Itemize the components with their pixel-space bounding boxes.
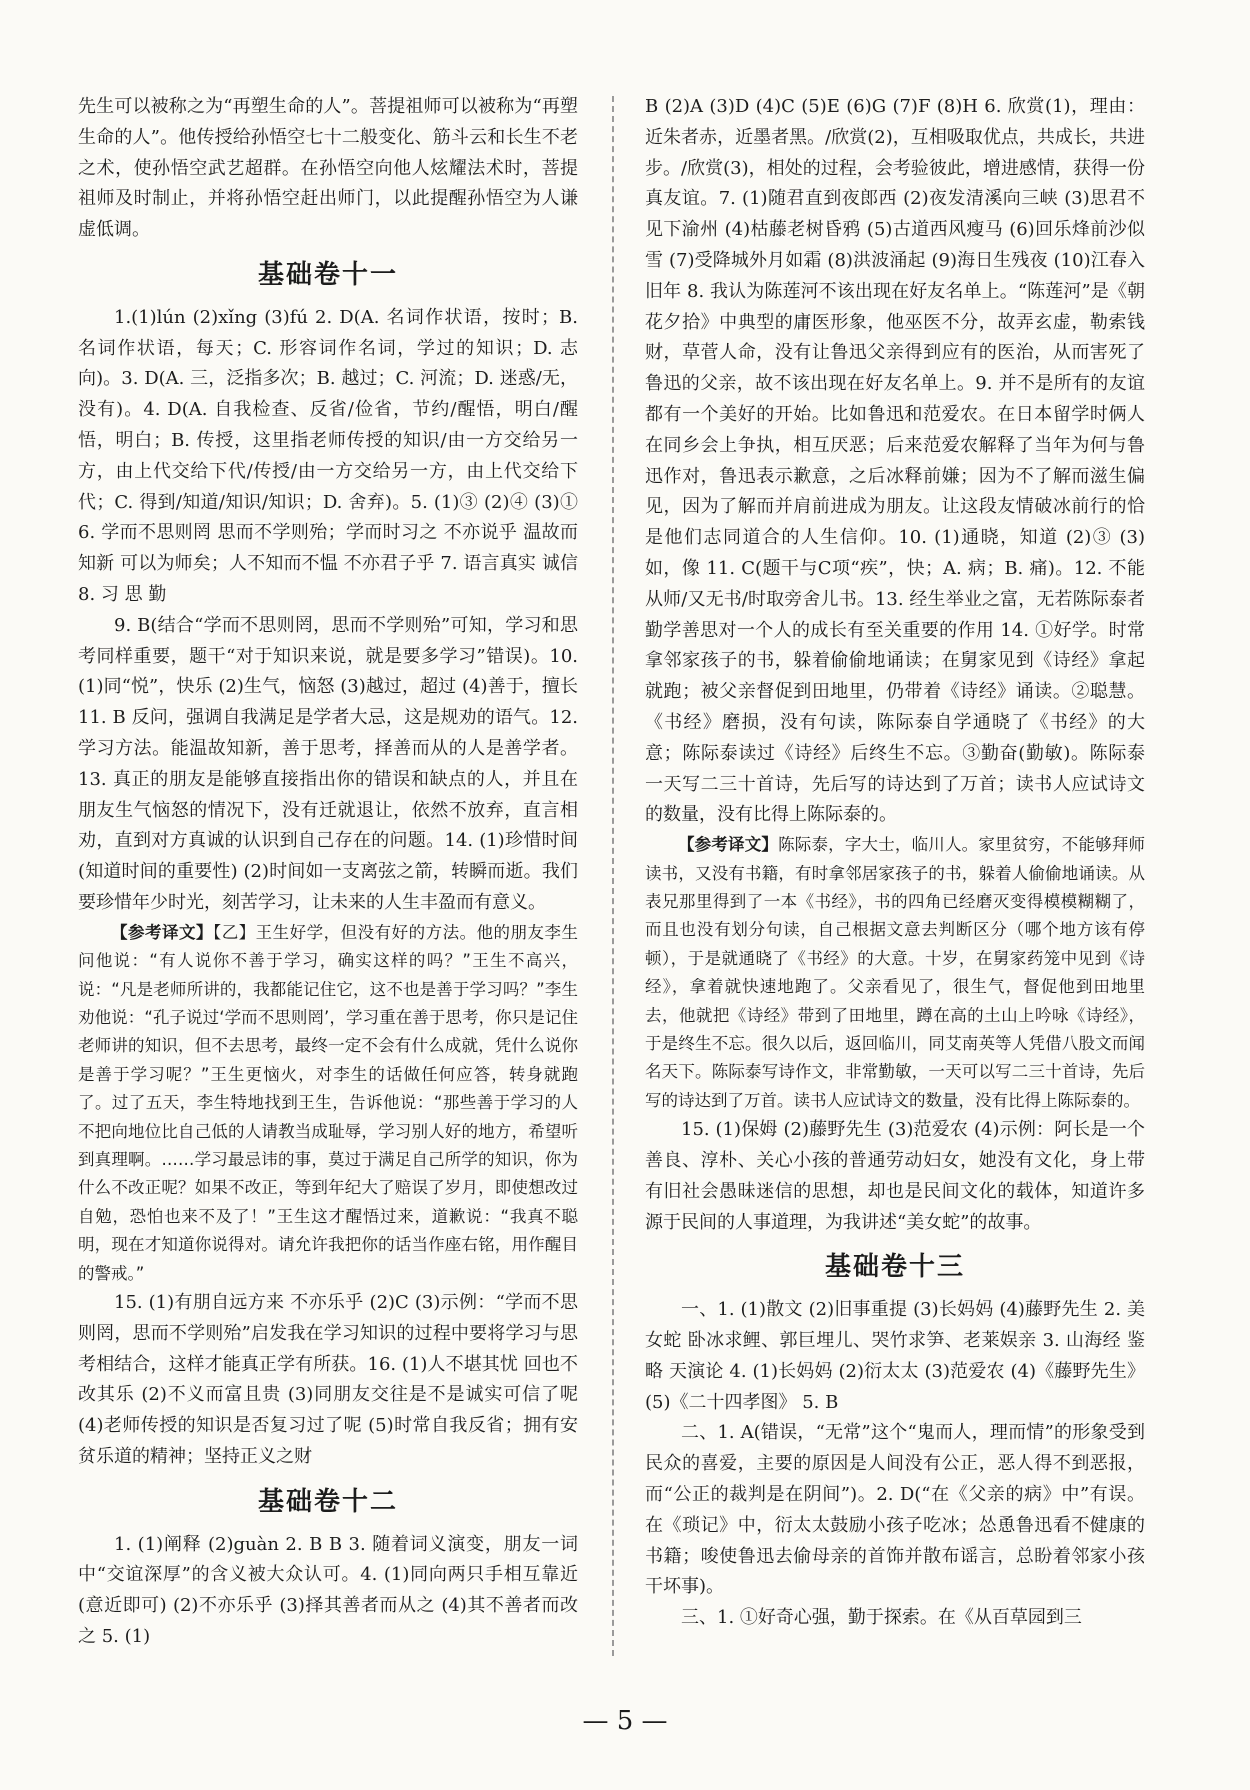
answer-paragraph: 1.(1)lún (2)xǐng (3)fú 2. D(A. 名词作状语，按时；B. 名词作状语，每天；C. 形容词作名词，学过的知识；D. 志向)。3. D(A. 三，泛指多次；B. 越过；C. 河流；D. 迷惑/无，没有)。4. D(A. 自我检查、反省/俭省，节约/醒悟，明白/醒悟，明白；B. 传授，这里指老师传授的知识/由一方交给另一方，由上代交给下代/传授/由一方交给另一方，由上代交给下代；C. 得到/知道/知识/知识；D. 舍弃)。5. (1)③ (2)④ (3)① 6. 学而不思则罔 思而不学则殆；学而时习之 不亦说乎 温故而知新 可以为师矣；人不知而不愠 不亦君子乎 7. 语言真实 诚信 8. 习 思 勤 [78,306,578,605]
answer-paragraph: 三、1. ①好奇心强，勤于探索。在《从百草园到三 [681,1607,1082,1629]
answer-paragraph: B (2)A (3)D (4)C (5)E (6)G (7)F (8)H 6. 欣赏(1)，理由：近朱者赤，近墨者黑。/欣赏(2)，互相吸取优点，共成长，共进步。/欣赏(3)，相处的过程，会考验彼此，增进感情，获得一份真友谊。7. (1)随君直到夜郎西 (2)夜发清溪向三峡 (3)思君不见下渝州 (4)枯藤老树昏鸦 (5)古道西风瘦马 (6)回乐烽前沙似雪 (7)受降城外月如霜 (8)洪波涌起 (9)海日生残夜 (10)江春入旧年 8. 我认为陈莲河不该出现在好友名单上。“陈莲河”是《朝花夕拾》中典型的庸医形象，他巫医不分，故弄玄虚，勒索钱财，草菅人命，没有让鲁迅父亲得到应有的医治，从而害死了鲁迅的父亲，故不该出现在好友名单上。9. 并不是所有的友谊都有一个美好的开始。比如鲁迅和范爱农。在日本留学时俩人在同乡会上争执，相互厌恶；后来范爱农解释了当年为何与鲁迅作对，鲁迅表示歉意，之后冰释前嫌；因为不了解而滋生偏见，因为了解而并肩前进成为朋友。让这段友情破冰前行的恰是他们志同道合的人生信仰。10. (1)通晓，知道 (2)③ (3)如，像 11. C(题干与C项“疾”，快；A. 病；B. 痛)。12. 不能从师/又无书/时取旁舍儿书。13. 经生举业之富，无若陈际泰者 勤学善思对一个人的成长有至关重要的作用 14. ①好学。时常拿邻家孩子的书，躲着偷偷地诵读；在舅家见到《诗经》拿起就跑；被父亲督促到田地里，仍带着《诗经》诵读。②聪慧。《书经》磨损，没有句读，陈际泰自学通晓了《书经》的大意；陈际泰读过《诗经》后终生不忘。③勤奋(勤敏)。陈际泰一天写二三十首诗，先后写的诗达到了万首；读书人应试诗文的数量，没有比得上陈际泰的。 [645,96,1145,826]
reference-translation [78,919,578,1288]
translation-text: 【乙】王生好学，但没有好的方法。他的朋友李生问他说：“有人说你不善于学习，确实这样的吗？”王生不高兴，说：“凡是老师所讲的，我都能记住它，这不也是善于学习吗？”李生劝他说：“孔子说过‘学而不思则罔’，学习重在善于思考，你只是记住老师讲的知识，但不去思考，最终一定不会有什么成就，凭什么说你是善于学习呢？”王生更恼火，对李生的话做任何应答，转身就跑了。过了五天，李生特地找到王生，告诉他说：“那些善于学习的人不把向地位比自己低的人请教当成耻辱，学习别人好的地方，希望听到真理啊。……学习最忌讳的事，莫过于满足自己所学的知识，你为什么不改正呢？如果不改正，等到年纪大了赔误了岁月，即使想改过自勉，恐怕也来不及了！”王生这才醒悟过来，道歉说：“我真不聪明，现在才知道你说得对。请允许我把你的话当作座右铭，用作醒目的警戒。” [78,922,579,1283]
right-column [645,92,1145,1634]
section-title-12: 基础卷十二 [257,1486,398,1517]
translation-text: 陈际泰，字大士，临川人。家里贫穷，不能够拜师读书，又没有书籍，有时拿邻居家孩子的书，躲着人偷偷地诵读。从表兄那里得到了一本《书经》，书的四角已经磨灭变得模模糊糊了，而且也没有划分句读，自己根据文意去判断区分（哪个地方该有停顿），于是就通晓了《书经》的大意。十岁，在舅家药笼中见到《诗经》，拿着就快速地跑了。父亲看见了，很生气，督促他到田地里去，他就把《诗经》带到了田地里，蹲在高的土山上吟咏《诗经》，于是终生不忘。很久以后，返回临川，同艾南英等人凭借八股文而闻名天下。陈际泰写诗作文，非常勤敏，一天可以写二三十首诗，先后写的诗达到了万首。读书人应试诗文的数量，没有比得上陈际泰的。 [645,835,1146,1110]
paragraph: 先生可以被称之为“再塑生命的人”。菩提祖师可以被称为“再塑生命的人”。他传授给孙悟空七十二般变化、筋斗云和长生不老之术，使孙悟空武艺超群。在孙悟空向他人炫耀法术时，菩提祖师及时制止，并将孙悟空赶出师门，以此提醒孙悟空为人谦虚低调。 [78,96,578,241]
translation-label: 【参考译文】 [111,922,213,942]
section-title-13: 基础卷十三 [824,1252,965,1283]
answer-paragraph: 9. B(结合“学而不思则罔，思而不学则殆”可知，学习和思考同样重要，题干“对于知识来说，就是要多学习”错误)。10. (1)同“悦”，快乐 (2)生气，恼怒 (3)越过，超过 (4)善于，擅长 11. B 反问，强调自我满足是学者大忌，这是规劝的语气。12. 学习方法。能温故知新，善于思考，择善而从的人是善学者。13. 真正的朋友是能够直接指出你的错误和缺点的人，并且在朋友生气恼怒的情况下，没有迁就退让，依然不放弃，直言相劝，直到对方真诚的认识到自己存在的问题。14. (1)珍惜时间(知道时间的重要性) (2)时间如一支离弦之箭，转瞬而逝。我们要珍惜年少时光，刻苦学习，让未来的人生丰盈而有意义。 [78,614,578,913]
answer-paragraph: 一、1. (1)散文 (2)旧事重提 (3)长妈妈 (4)藤野先生 2. 美女蛇 卧冰求鲤、郭巨埋儿、哭竹求笋、老莱娱亲 3. 山海经 鉴略 天演论 4. (1)长妈妈 (2)衍太太 (3)范爱农 (4)《藤野先生》 (5)《二十四孝图》 5. B [645,1299,1145,1413]
answer-paragraph: 二、1. A(错误，“无常”这个“鬼而人，理而情”的形象受到民众的喜爱，主要的原因是人间没有公正，恶人得不到恶报，而“公正的裁判是在阴间”)。2. D(“在《父亲的病》中”有误。在《琐记》中，衍太太鼓励小孩子吃冰；怂恿鲁迅看不健康的书籍；唆使鲁迅去偷母亲的首饰并散布谣言，总盼着邻家小孩干坏事)。 [645,1422,1145,1598]
left-column [78,92,578,1653]
translation-label: 【参考译文】 [678,835,779,855]
answer-paragraph: 1. (1)阐释 (2)guàn 2. B B 3. 随着词义演变，朋友一词中“交谊深厚”的含义被大众认可。4. (1)同向两只手相互靠近(意近即可) (2)不亦乐乎 (3)择其善者而从之 (4)其不善者而改之 5. (1) [78,1533,578,1647]
answer-paragraph: 15. (1)保姆 (2)藤野先生 (3)范爱农 (4)示例：阿长是一个善良、淳朴、关心小孩的普通劳动妇女，她没有文化，身上带有旧社会愚昧迷信的思想，却也是民间文化的载体，知道许多源于民间的人事道理，为我讲述“美女蛇”的故事。 [645,1119,1145,1233]
reference-translation [645,831,1145,1115]
column-divider [612,96,614,1656]
page-number: — 5 — [582,1706,668,1736]
section-title-11: 基础卷十一 [257,259,398,290]
answer-paragraph: 15. (1)有朋自远方来 不亦乐乎 (2)C (3)示例：“学而不思则罔，思而不学则殆”启发我在学习知识的过程中要将学习与思考相结合，这样才能真正学有所获。16. (1)人不堪其忧 回也不改其乐 (2)不义而富且贵 (3)同朋友交往是不是诚实可信了呢 (4)老师传授的知识是否复习过了呢 (5)时常自我反省；拥有安贫乐道的精神；坚持正义之财 [78,1292,578,1467]
